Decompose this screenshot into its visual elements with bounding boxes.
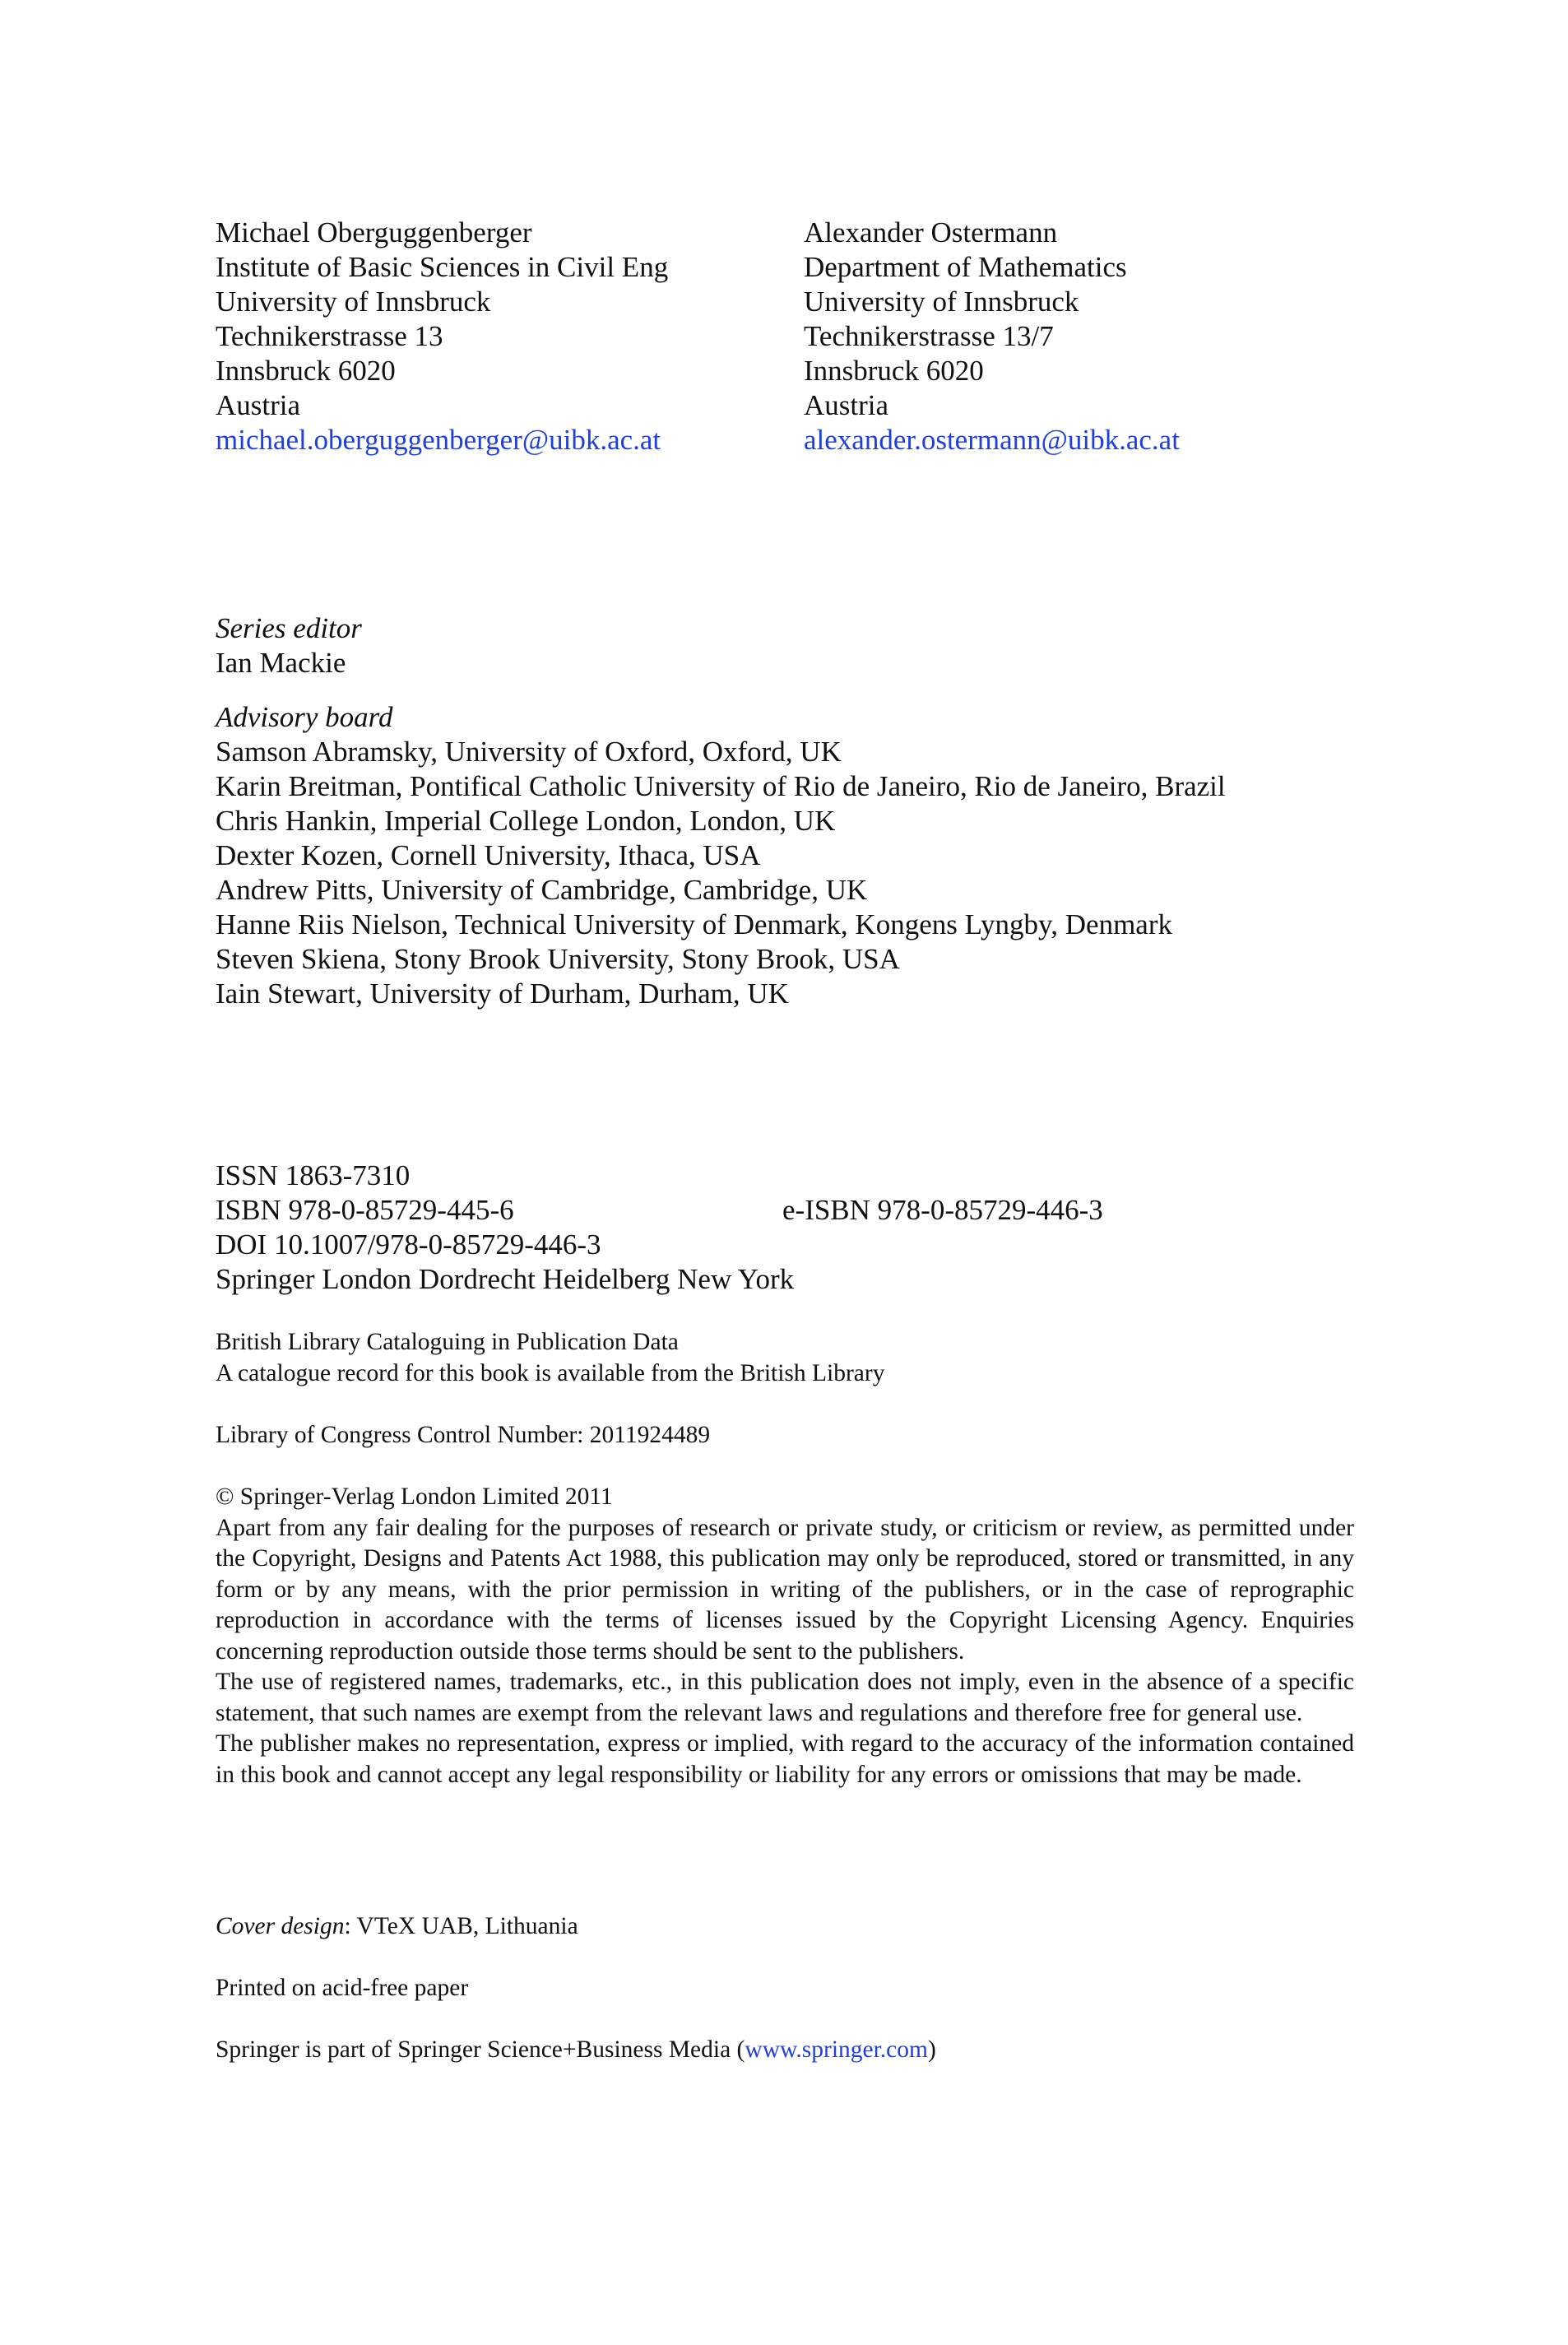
springer-note-suffix: ) [927,2036,936,2063]
cover-design-value: VTeX UAB, Lithuania [356,1913,578,1939]
springer-note [216,2035,1354,2066]
author-address-right [804,216,1180,457]
cover-design [216,1911,1354,1943]
printed-note: Printed on acid-free paper [216,1975,469,2001]
doi: DOI 10.1007/978-0-85729-446-3 [216,1228,601,1261]
advisory-board-label: Advisory board [216,701,393,733]
author-university: University of Innsbruck [804,286,1079,318]
advisory-board-block [216,700,1226,1011]
author-street: Technikerstrasse 13/7 [804,320,1054,352]
author-email-link[interactable]: alexander.ostermann@uibk.ac.at [804,424,1180,456]
author-name: Alexander Ostermann [804,216,1058,248]
publisher-cities: Springer London Dordrecht Heidelberg New York [216,1263,795,1295]
advisory-member: Hanne Riis Nielson, Technical University of Denmark, Kongens Lyngby, Denmark [216,908,1172,940]
author-country: Austria [216,389,301,421]
advisory-member: Samson Abramsky, University of Oxford, Oxford, UK [216,736,842,768]
copyright-block [216,1482,1354,1790]
advisory-member: Andrew Pitts, University of Cambridge, Cambridge, UK [216,874,868,906]
author-department: Department of Mathematics [804,251,1127,283]
author-email-link[interactable]: michael.oberguggenberger@uibk.ac.at [216,424,661,456]
author-city: Innsbruck 6020 [216,355,396,387]
copyright-notice: © Springer-Verlag London Limited 2011 [216,1484,613,1510]
advisory-member: Dexter Kozen, Cornell University, Ithaca, USA [216,839,761,871]
e-isbn: e-ISBN 978-0-85729-446-3 [782,1194,1103,1226]
isbn: ISBN 978-0-85729-445-6 [216,1194,514,1226]
cip-line: British Library Cataloguing in Publication Data [216,1329,679,1355]
cip-line: A catalogue record for this book is available from the British Library [216,1359,885,1386]
cover-design-label: Cover design [216,1913,345,1939]
author-university: University of Innsbruck [216,286,491,318]
copyright-paragraph: Apart from any fair dealing for the purposes of research or private study, or criticism or review, as permitted under the Copyright, Designs and Patents Act 1988, this publication may only be reproduced, stored or transmitted, in any form or by any means, with the prior permission in writing of the publishers, or in the case of reprographic reproduction in accordance with the terms of licenses issued by the Copyright Licensing Agency. Enquiries concerning reproduction outside those terms should be sent to the publishers. [216,1514,1354,1665]
advisory-member: Iain Stewart, University of Durham, Durham, UK [216,977,789,1010]
cip-block [216,1327,1354,1389]
issn: ISSN 1863-7310 [216,1159,411,1191]
advisory-member: Chris Hankin, Imperial College London, London, UK [216,805,836,837]
cover-design-separator: : [344,1913,357,1939]
author-city: Innsbruck 6020 [804,355,984,387]
advisory-member: Steven Skiena, Stony Brook University, Stony Brook, USA [216,943,900,975]
springer-url-link[interactable]: www.springer.com [745,2036,928,2063]
author-name: Michael Oberguggenberger [216,216,532,248]
author-department: Institute of Basic Sciences in Civil Eng [216,251,669,283]
copyright-paragraph: The use of registered names, trademarks, etc., in this publication does not imply, even in the absence of a specific statement, that such names are exempt from the relevant laws and regulations and therefore free for general use. [216,1669,1354,1726]
series-editor-block [216,611,362,680]
author-street: Technikerstrasse 13 [216,320,443,352]
identifiers-block [216,1159,794,1297]
series-editor-name: Ian Mackie [216,647,346,679]
advisory-member: Karin Breitman, Pontifical Catholic University of Rio de Janeiro, Rio de Janeiro, Brazil [216,770,1226,802]
springer-note-prefix: Springer is part of Springer Science+Business Media ( [216,2036,745,2063]
series-editor-label: Series editor [216,612,362,644]
lccn: Library of Congress Control Number: 2011924489 [216,1422,711,1448]
author-address-left [216,216,668,457]
copyright-paragraph: The publisher makes no representation, express or implied, with regard to the accuracy of the information contained in this book and cannot accept any legal responsibility or liability for any errors or omissions that may be made. [216,1730,1354,1788]
author-country: Austria [804,389,889,421]
